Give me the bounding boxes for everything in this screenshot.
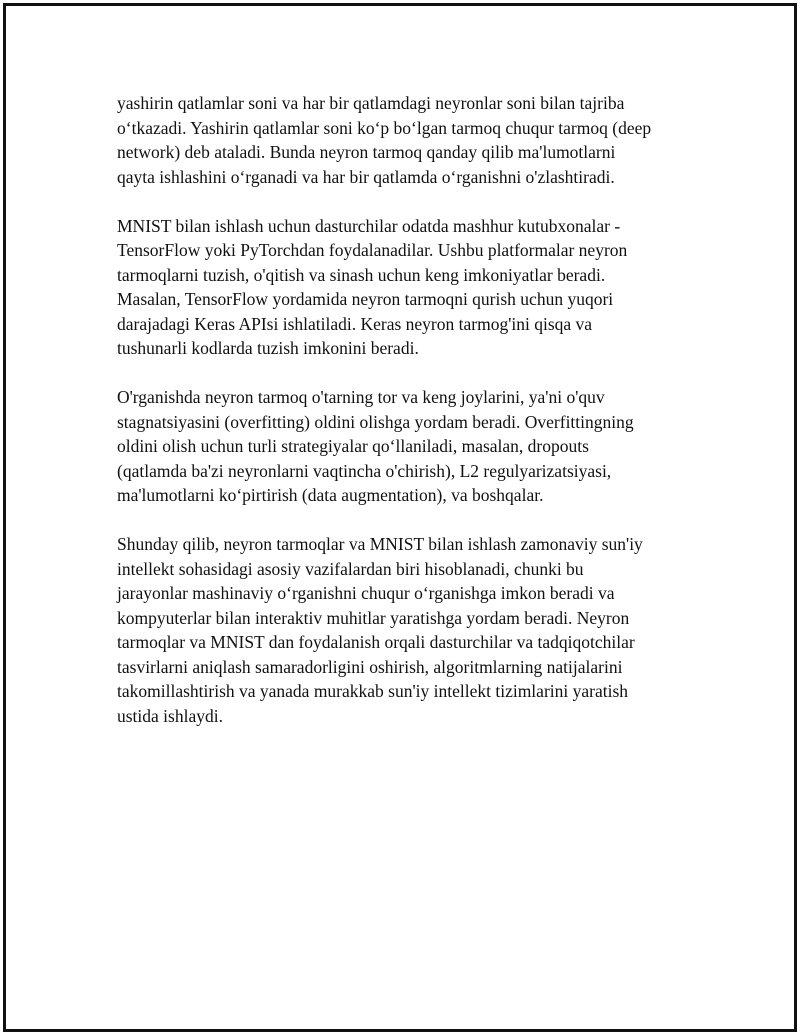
text-line: TensorFlow yoki PyTorchdan foydalanadilar. Ushbu platformalar neyron xyxy=(117,240,628,261)
text-line: jarayonlar mashinaviy o‘rganishni chuqur o‘rganishga imkon beradi va xyxy=(117,583,615,604)
text-line: ma'lumotlarni ko‘pirtirish (data augmentation), va boshqalar. xyxy=(117,485,544,506)
text-line: qayta ishlashini o‘rganadi va har bir qatlamda o‘rganishni o'zlashtiradi. xyxy=(117,166,615,187)
text-line: Shunday qilib, neyron tarmoqlar va MNIST bilan ishlash zamonaviy sun'iy xyxy=(117,534,643,555)
paragraph-2 xyxy=(117,214,677,361)
text-line: darajadagi Keras APIsi ishlatiladi. Keras neyron tarmog'ini qisqa va xyxy=(117,313,593,334)
text-line: yashirin qatlamlar soni va har bir qatlamdagi neyronlar soni bilan tajriba xyxy=(117,93,625,113)
paragraph-4 xyxy=(117,532,677,728)
text-line: O'rganishda neyron tarmoq o'tarning tor va keng joylarini, ya'ni o'quv xyxy=(117,387,605,408)
text-line: intellekt sohasidagi asosiy vazifalardan biri hisoblanadi, chunki bu xyxy=(117,558,584,579)
text-line: MNIST bilan ishlash uchun dasturchilar odatda mashhur kutubxonalar - xyxy=(117,215,621,236)
text-line: ustida ishlaydi. xyxy=(117,705,223,726)
text-line: tarmoqlarni tuzish, o'qitish va sinash uchun keng imkoniyatlar beradi. xyxy=(117,264,606,285)
text-line: tasvirlarni aniqlash samaradorligini oshirish, algoritmlarning natijalarini xyxy=(117,656,623,677)
text-line: network) deb ataladi. Bunda neyron tarmoq qanday qilib ma'lumotlarni xyxy=(117,142,616,162)
text-line: stagnatsiyasini (overfitting) oldini olishga yordam beradi. Overfittingning xyxy=(117,411,634,432)
paragraph-1 xyxy=(117,91,677,189)
text-line: Masalan, TensorFlow yordamida neyron tarmoqni qurish uchun yuqori xyxy=(117,289,614,310)
paragraph-3 xyxy=(117,385,677,508)
text-line: tushunarli kodlarda tuzish imkonini beradi. xyxy=(117,338,419,359)
document-body xyxy=(117,91,677,753)
text-line: tarmoqlar va MNIST dan foydalanish orqali dasturchilar va tadqiqotchilar xyxy=(117,632,635,653)
text-line: takomillashtirish va yanada murakkab sun'iy intellekt tizimlarini yaratish xyxy=(117,681,629,702)
text-line: o‘tkazadi. Yashirin qatlamlar soni ko‘p bo‘lgan tarmoq chuqur tarmoq (deep xyxy=(117,117,652,138)
text-line: (qatlamda ba'zi neyronlarni vaqtincha o'chirish), L2 regulyarizatsiyasi, xyxy=(117,460,612,481)
text-line: kompyuterlar bilan interaktiv muhitlar yaratishga yordam beradi. Neyron xyxy=(117,607,630,628)
text-line: oldini olish uchun turli strategiyalar qo‘llaniladi, masalan, dropouts xyxy=(117,436,589,457)
